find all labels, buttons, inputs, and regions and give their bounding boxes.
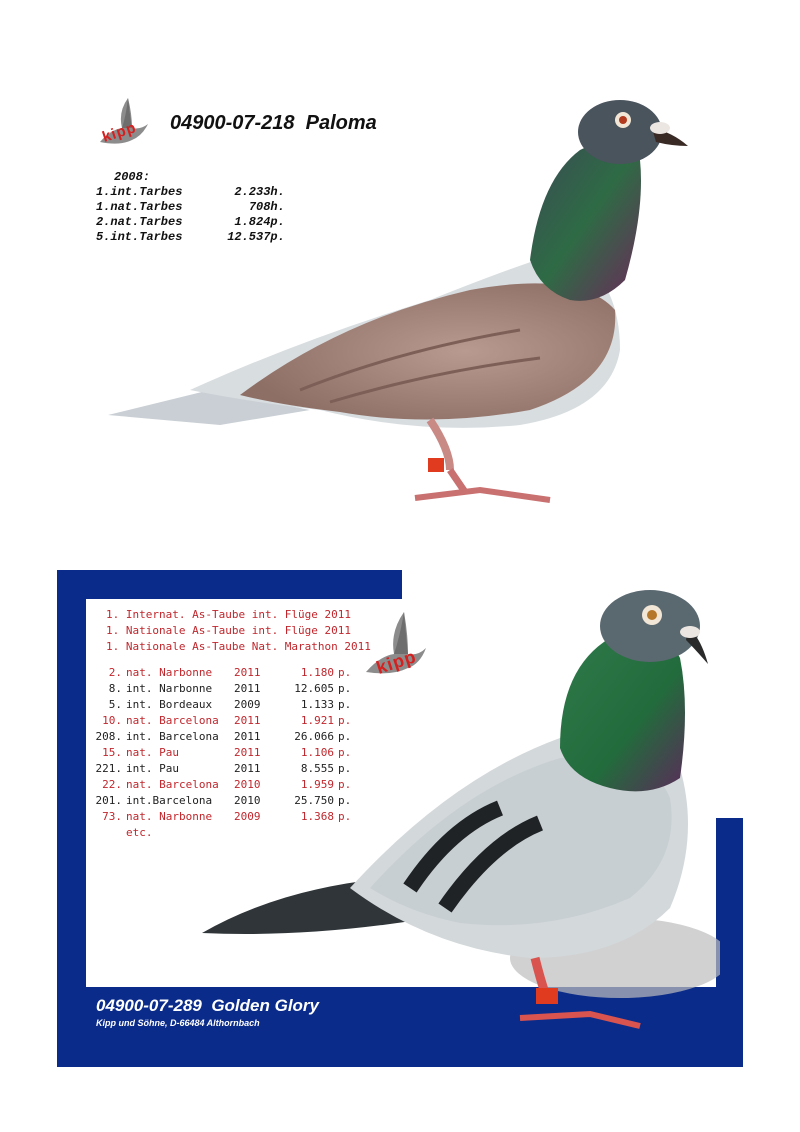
result-year: 2011 (234, 714, 261, 727)
logo-text: kipp (373, 646, 419, 678)
result-event: nat. Barcelona (126, 714, 219, 727)
logo-text: kipp (100, 119, 139, 146)
result-pl: 221. (95, 762, 122, 775)
pigeon-title-bottom: 04900-07-289 Golden Glory (96, 996, 319, 1015)
result-year: 2011 (234, 682, 261, 695)
td-unit: p. (270, 215, 285, 229)
pigeon-photo-top (100, 90, 700, 530)
td-place: 1.nat.Tarbes (96, 200, 183, 214)
result-unit: p. (338, 778, 352, 791)
result-value: 1.106 (300, 746, 334, 759)
result-unit: p. (338, 698, 352, 711)
result-pl: 73. (102, 810, 122, 823)
result-year: 2009 (234, 698, 261, 711)
result-pl: 10. (102, 714, 122, 727)
result-event: nat. Pau (126, 746, 179, 759)
result-year: 2011 (234, 666, 261, 679)
result-unit: p. (338, 794, 352, 807)
result-year: 2011 (234, 746, 261, 759)
result-event: nat. Narbonne (126, 666, 213, 679)
td-place: 1.int.Tarbes (96, 185, 183, 199)
result-value: 1.133 (300, 698, 334, 711)
result-unit: p. (338, 714, 352, 727)
result-unit: p. (338, 810, 352, 823)
result-event: int. Bordeaux (126, 698, 213, 711)
result-pl: 8. (108, 682, 122, 695)
result-value: 26.066 (294, 730, 334, 743)
result-event: int. Pau (126, 762, 179, 775)
result-unit: p. (338, 762, 352, 775)
result-value: 1.921 (300, 714, 334, 727)
result-pl: 5. (108, 698, 122, 711)
result-value: 1.368 (300, 810, 334, 823)
result-year: 2010 (234, 778, 261, 791)
pigeon-title-top: 04900-07-218 Paloma (170, 112, 377, 134)
td-unit: h. (270, 200, 285, 214)
headline: 1. Internat. As-Taube int. Flüge 2011 (106, 608, 352, 621)
result-pl: 22. (102, 778, 122, 791)
result-pl: 2. (108, 666, 122, 679)
result-event: int. Narbonne (126, 682, 213, 695)
results-year: 2008: (114, 170, 151, 184)
result-event: int.Barcelona (126, 794, 213, 807)
td-value: 1.824 (234, 215, 271, 229)
result-value: 12.605 (294, 682, 334, 695)
result-pl: 201. (95, 794, 122, 807)
result-year: 2010 (234, 794, 261, 807)
td-place: 2.nat.Tarbes (96, 215, 183, 229)
td-value: 2.233 (234, 185, 271, 199)
td-unit: p. (270, 230, 285, 244)
td-value: 12.537 (227, 230, 271, 244)
blue-frame-right (716, 818, 743, 1067)
td-place: 5.int.Tarbes (96, 230, 183, 244)
result-value: 1.180 (300, 666, 334, 679)
result-value: 1.959 (300, 778, 334, 791)
result-unit: p. (338, 730, 352, 743)
result-value: 8.555 (300, 762, 334, 775)
result-year: 2011 (234, 730, 261, 743)
result-unit: p. (338, 666, 352, 679)
result-value: 25.750 (294, 794, 334, 807)
pigeon-photo-bottom (200, 588, 720, 1048)
result-unit: p. (338, 682, 352, 695)
td-unit: h. (270, 185, 285, 199)
result-event: int. Barcelona (126, 730, 219, 743)
result-event: nat. Narbonne (126, 810, 213, 823)
result-pl: 15. (102, 746, 122, 759)
etc-label: etc. (126, 826, 153, 839)
headline: 1. Nationale As-Taube int. Flüge 2011 (106, 624, 352, 637)
result-year: 2009 (234, 810, 261, 823)
headline: 1. Nationale As-Taube Nat. Marathon 2011 (106, 640, 371, 653)
td-value: 708 (248, 200, 271, 214)
result-pl: 208. (95, 730, 122, 743)
breeder-subtitle: Kipp und Söhne, D-66484 Althornbach (96, 1018, 260, 1028)
result-year: 2011 (234, 762, 261, 775)
result-event: nat. Barcelona (126, 778, 219, 791)
result-unit: p. (338, 746, 352, 759)
